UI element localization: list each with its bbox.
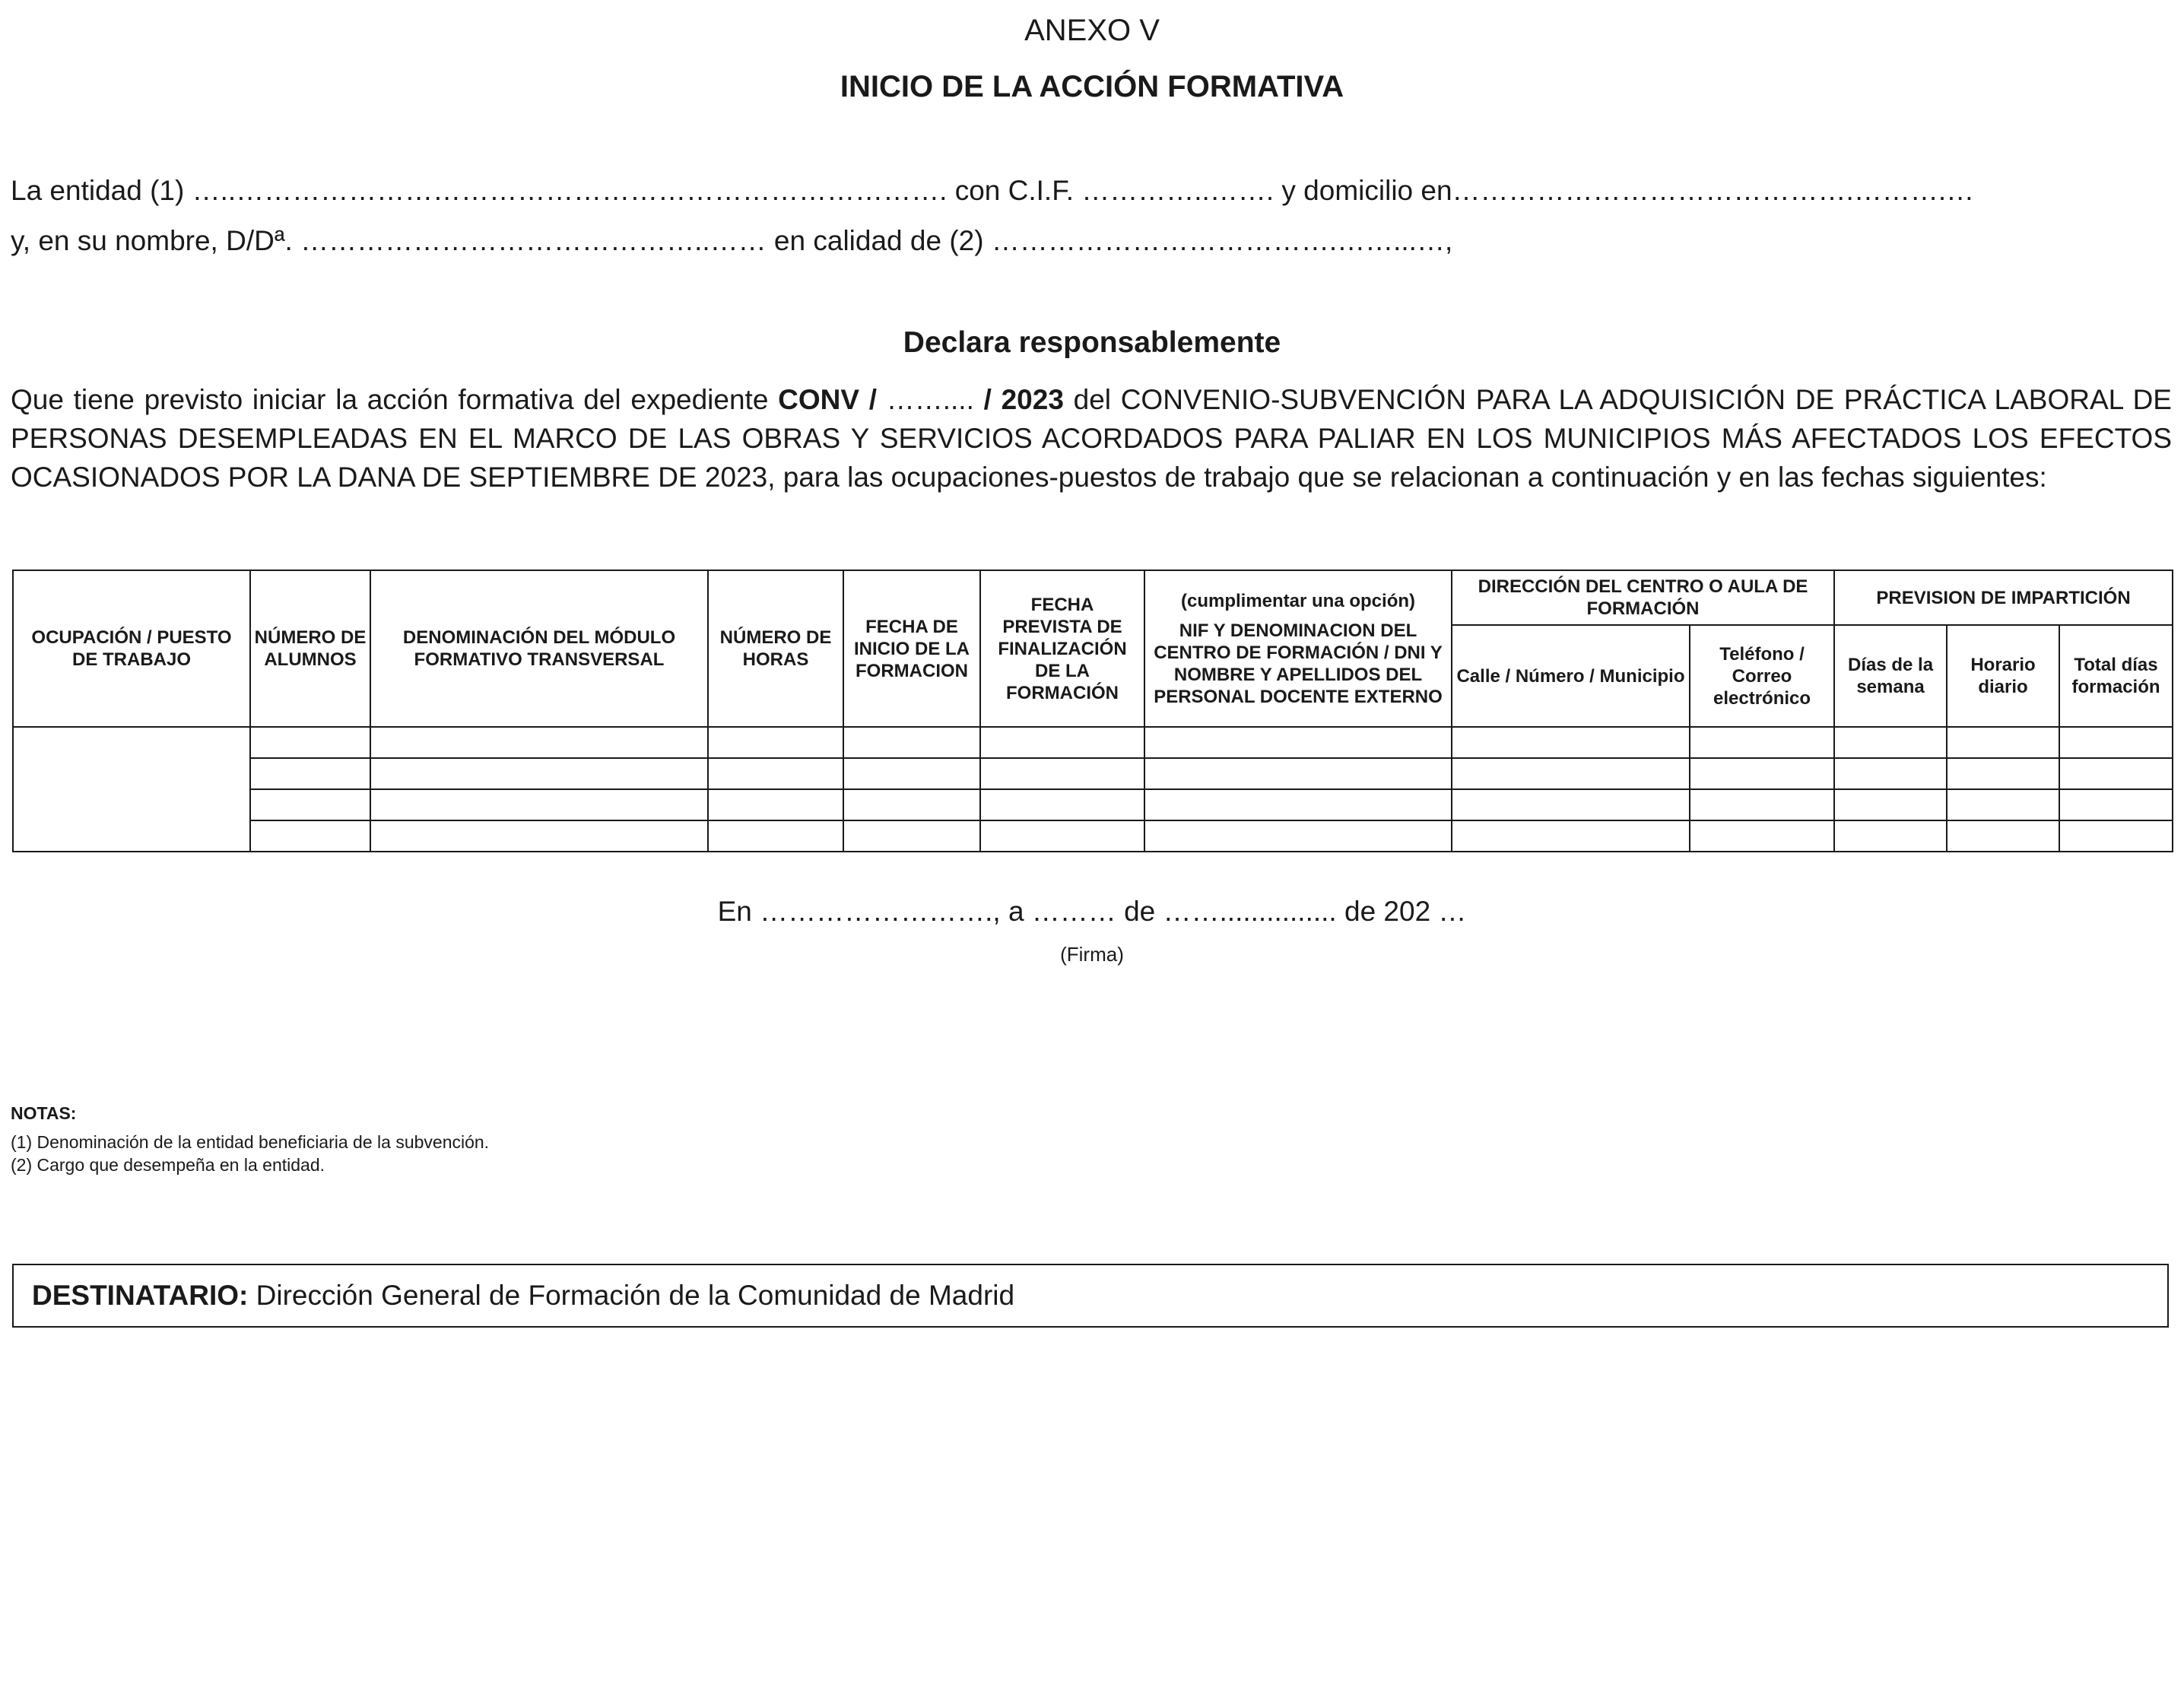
table-cell[interactable]: [2059, 789, 2173, 820]
header-dias: Días de la semana: [1834, 625, 1947, 727]
table-row: [13, 789, 2173, 820]
table-cell[interactable]: [1947, 758, 2059, 789]
table-cell[interactable]: [1144, 758, 1452, 789]
table-cell[interactable]: [1690, 727, 1834, 758]
table-cell[interactable]: [1690, 758, 1834, 789]
table-cell[interactable]: [843, 758, 980, 789]
table-cell[interactable]: [250, 758, 370, 789]
recipient-box: [12, 1264, 2169, 1328]
table-cell[interactable]: [843, 820, 980, 852]
declaration-heading: Declara responsablemente: [903, 326, 1281, 359]
table-cell[interactable]: [1452, 789, 1690, 820]
table-cell[interactable]: [2059, 727, 2173, 758]
table-cell[interactable]: [1144, 820, 1452, 852]
table-cell[interactable]: [1452, 727, 1690, 758]
notes-title: NOTAS:: [11, 1103, 77, 1123]
table-cell[interactable]: [980, 727, 1144, 758]
table-cell[interactable]: [250, 727, 370, 758]
header-ocupacion: OCUPACIÓN / PUESTO DE TRABAJO: [13, 570, 250, 727]
recipient-label: DESTINATARIO:: [32, 1280, 249, 1311]
place-date-line: En ……………………., a ……… de ……............... de 202 …: [717, 896, 1467, 927]
table-cell[interactable]: [843, 727, 980, 758]
header-horario: Horario diario: [1947, 625, 2059, 727]
header-fecha-fin: FECHA PREVISTA DE FINALIZACIÓN DE LA FORMACIÓN: [980, 570, 1144, 727]
expediente-code-dots: ……....: [886, 384, 974, 415]
annex-label: ANEXO V: [1024, 14, 1160, 47]
table-cell[interactable]: [980, 820, 1144, 852]
recipient-value: Dirección General de Formación de la Comunidad de Madrid: [256, 1280, 1015, 1311]
table-cell[interactable]: [1834, 758, 1947, 789]
header-prevision-group: PREVISION DE IMPARTICIÓN: [1834, 570, 2173, 625]
header-fecha-inicio: FECHA DE INICIO DE LA FORMACION: [843, 570, 980, 727]
header-nif: [1144, 570, 1452, 727]
training-table: [12, 570, 2173, 852]
header-total: Total días formación: [2059, 625, 2173, 727]
table-cell[interactable]: [1947, 727, 2059, 758]
table-cell[interactable]: [1690, 820, 1834, 852]
notes-section: [11, 1102, 489, 1176]
table-cell[interactable]: [250, 820, 370, 852]
table-cell[interactable]: [370, 789, 708, 820]
entity-line-1: La entidad (1) …..…………………………………………………………………. con C.I.F. …………..……. y domicilio en…………………………………….……….…: [11, 175, 1975, 206]
declaration-text-part2: del CONVENIO-SUBVENCIÓN PARA LA ADQUISICIÓN DE PRÁCTICA LABORAL DE PERSONAS DESEMPLEADAS EN EL MARCO DE LAS OBRAS Y SERVICIOS ACORDADOS PARA PALIAR EN LOS MUNICIPIOS MÁS AFECTADOS LOS EFECTOS OCASIONADOS POR LA DANA DE SEPTIEMBRE DE 2023, para las ocupaciones-puestos de trabajo que se relacionan a continuación y en las fechas siguientes:: [11, 384, 2172, 493]
table-cell[interactable]: [370, 727, 708, 758]
document-title: INICIO DE LA ACCIÓN FORMATIVA: [840, 70, 1344, 103]
table-cell[interactable]: [1690, 789, 1834, 820]
ocupacion-cell[interactable]: [13, 727, 250, 852]
table-cell[interactable]: [1947, 820, 2059, 852]
table-cell[interactable]: [2059, 758, 2173, 789]
table-cell[interactable]: [708, 727, 843, 758]
table-cell[interactable]: [980, 758, 1144, 789]
declaration-paragraph: [11, 380, 2172, 497]
table-cell[interactable]: [708, 789, 843, 820]
table-cell[interactable]: [1452, 820, 1690, 852]
entity-line-2: y, en su nombre, D/Dª. ……………………………………..…… en calidad de (2) ……………………………….……...…,: [11, 225, 1453, 256]
header-direccion-group: DIRECCIÓN DEL CENTRO O AULA DE FORMACIÓN: [1452, 570, 1834, 625]
header-nif-option: (cumplimentar una opción): [1180, 590, 1415, 611]
note-2: (2) Cargo que desempeña en la entidad.: [11, 1155, 325, 1175]
table-cell[interactable]: [1452, 758, 1690, 789]
table-cell[interactable]: [1947, 789, 2059, 820]
expediente-code-prefix: CONV /: [778, 384, 878, 415]
expediente-code-year: / 2023: [983, 384, 1064, 415]
table-cell[interactable]: [370, 758, 708, 789]
table-cell[interactable]: [1834, 727, 1947, 758]
signature-label: (Firma): [1060, 943, 1124, 966]
header-telefono: Teléfono / Correo electrónico: [1690, 625, 1834, 727]
table-cell[interactable]: [843, 789, 980, 820]
table-row: [13, 727, 2173, 758]
table-cell[interactable]: [1834, 820, 1947, 852]
table-cell[interactable]: [708, 820, 843, 852]
header-nif-spacer: [1148, 612, 1448, 620]
table-cell[interactable]: [370, 820, 708, 852]
table-cell[interactable]: [708, 758, 843, 789]
header-nif-text: NIF Y DENOMINACION DEL CENTRO DE FORMACIÓN / DNI Y NOMBRE Y APELLIDOS DEL PERSONAL DOCENTE EXTERNO: [1154, 620, 1443, 707]
table-cell[interactable]: [1834, 789, 1947, 820]
header-denominacion: DENOMINACIÓN DEL MÓDULO FORMATIVO TRANSVERSAL: [370, 570, 708, 727]
table-row: [13, 758, 2173, 789]
declaration-text-part1: Que tiene previsto iniciar la acción formativa del expediente: [11, 384, 769, 415]
table-row: [13, 820, 2173, 852]
table-cell[interactable]: [980, 789, 1144, 820]
note-1: (1) Denominación de la entidad beneficiaria de la subvención.: [11, 1132, 490, 1152]
header-numero-alumnos: NÚMERO DE ALUMNOS: [250, 570, 370, 727]
header-calle: Calle / Número / Municipio: [1452, 625, 1690, 727]
table-cell[interactable]: [2059, 820, 2173, 852]
table-cell[interactable]: [250, 789, 370, 820]
table-cell[interactable]: [1144, 789, 1452, 820]
header-numero-horas: NÚMERO DE HORAS: [708, 570, 843, 727]
table-cell[interactable]: [1144, 727, 1452, 758]
